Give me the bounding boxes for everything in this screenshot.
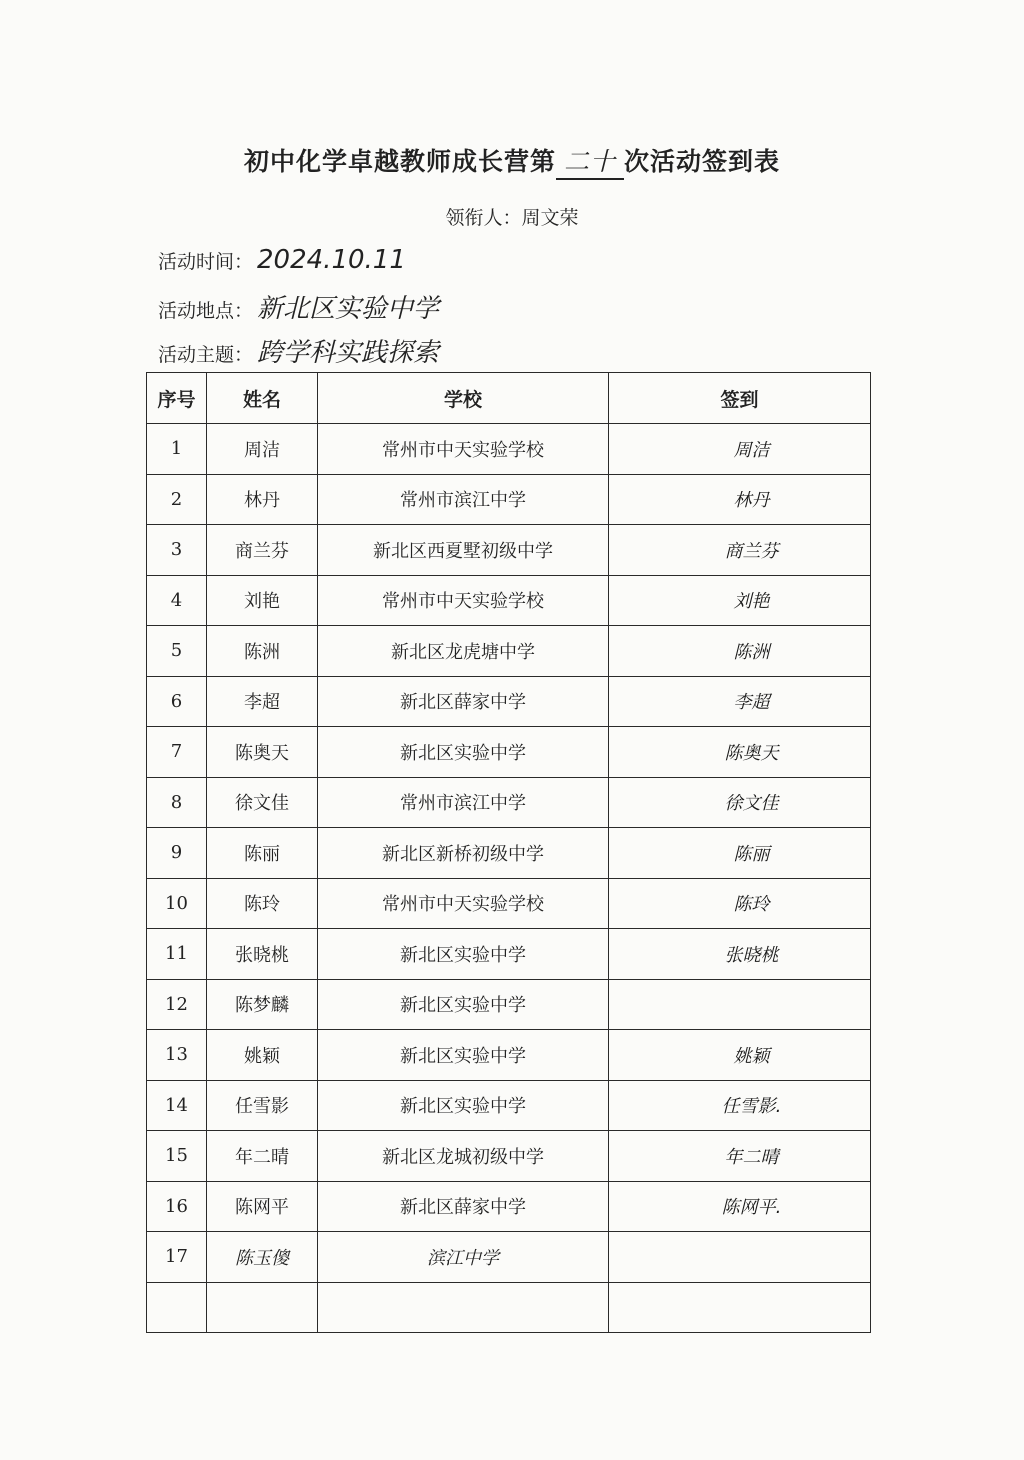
row-number: 8: [147, 777, 207, 828]
row-name: 陈洲: [207, 626, 318, 677]
place-value: 新北区实验中学: [257, 294, 440, 324]
row-number: 14: [147, 1080, 207, 1131]
row-signature: 刘艳: [609, 575, 871, 626]
header-no: 序号: [147, 373, 207, 424]
row-school: 常州市滨江中学: [318, 777, 609, 828]
row-number: [147, 1282, 207, 1333]
row-number: 12: [147, 979, 207, 1030]
row-number: 7: [147, 727, 207, 778]
header-sign: 签到: [609, 373, 871, 424]
row-name: 周洁: [207, 424, 318, 475]
activity-theme: [158, 332, 439, 369]
row-signature: 周洁: [609, 424, 871, 475]
title-suffix: 次活动签到表: [624, 147, 781, 176]
row-number: 3: [147, 525, 207, 576]
row-school: 新北区龙虎塘中学: [318, 626, 609, 677]
table-row: [147, 1030, 871, 1081]
row-school: 常州市中天实验学校: [318, 575, 609, 626]
row-name: 陈玲: [207, 878, 318, 929]
row-name: 陈网平: [207, 1181, 318, 1232]
row-school: 新北区实验中学: [318, 727, 609, 778]
table-row: [147, 1080, 871, 1131]
row-signature: 陈玲: [609, 878, 871, 929]
row-name: 陈奥天: [207, 727, 318, 778]
row-signature: [609, 1282, 871, 1333]
row-signature: 张晓桃: [609, 929, 871, 980]
row-signature: 陈丽: [609, 828, 871, 879]
activity-time: [158, 245, 406, 275]
row-number: 1: [147, 424, 207, 475]
row-name: 商兰芬: [207, 525, 318, 576]
row-signature: 李超: [609, 676, 871, 727]
table-row: [147, 777, 871, 828]
row-signature: 姚颖: [609, 1030, 871, 1081]
row-school: 新北区新桥初级中学: [318, 828, 609, 879]
row-name: 陈玉傻: [207, 1232, 318, 1283]
title-handwritten-number: 二十: [556, 142, 624, 180]
table-body: [147, 424, 871, 1333]
row-name: 徐文佳: [207, 777, 318, 828]
row-name: 任雪影: [207, 1080, 318, 1131]
row-name: 年二晴: [207, 1131, 318, 1182]
table-row: [147, 1181, 871, 1232]
row-number: 11: [147, 929, 207, 980]
row-number: 9: [147, 828, 207, 879]
row-school: 滨江中学: [318, 1232, 609, 1283]
row-school: 新北区薛家中学: [318, 1181, 609, 1232]
row-signature: 陈网平.: [609, 1181, 871, 1232]
row-school: 新北区实验中学: [318, 1030, 609, 1081]
row-signature: 陈洲: [609, 626, 871, 677]
place-label: 活动地点：: [158, 300, 254, 322]
row-school: 常州市中天实验学校: [318, 878, 609, 929]
theme-label: 活动主题：: [158, 344, 254, 366]
table-row: [147, 575, 871, 626]
row-name: [207, 1282, 318, 1333]
table-row: [147, 1282, 871, 1333]
row-name: 张晓桃: [207, 929, 318, 980]
row-number: 5: [147, 626, 207, 677]
time-label: 活动时间：: [158, 251, 254, 273]
table-row: [147, 676, 871, 727]
table-row: [147, 626, 871, 677]
row-number: 4: [147, 575, 207, 626]
table-row: [147, 979, 871, 1030]
table-row: [147, 424, 871, 475]
row-signature: 陈奥天: [609, 727, 871, 778]
row-school: 新北区龙城初级中学: [318, 1131, 609, 1182]
table-row: [147, 474, 871, 525]
leader-line: 领衔人：周文荣: [445, 207, 579, 229]
row-number: 16: [147, 1181, 207, 1232]
row-signature: 任雪影.: [609, 1080, 871, 1131]
row-school: 新北区西夏墅初级中学: [318, 525, 609, 576]
table-row: [147, 1131, 871, 1182]
row-school: 新北区实验中学: [318, 929, 609, 980]
row-name: 林丹: [207, 474, 318, 525]
table-header-row: [147, 373, 871, 424]
sheet-title: [0, 142, 1024, 180]
row-number: 6: [147, 676, 207, 727]
header-name: 姓名: [207, 373, 318, 424]
row-number: 15: [147, 1131, 207, 1182]
header-school: 学校: [318, 373, 609, 424]
table-row: [147, 828, 871, 879]
row-signature: 林丹: [609, 474, 871, 525]
theme-value: 跨学科实践探索: [257, 338, 440, 368]
row-school: 常州市滨江中学: [318, 474, 609, 525]
row-name: 姚颖: [207, 1030, 318, 1081]
row-signature: [609, 979, 871, 1030]
row-number: 13: [147, 1030, 207, 1081]
row-school: 常州市中天实验学校: [318, 424, 609, 475]
table-row: [147, 878, 871, 929]
row-name: 陈丽: [207, 828, 318, 879]
row-signature: 年二晴: [609, 1131, 871, 1182]
table-row: [147, 525, 871, 576]
table-row: [147, 929, 871, 980]
row-name: 陈梦麟: [207, 979, 318, 1030]
title-prefix: 初中化学卓越教师成长营第: [243, 147, 556, 176]
time-value: 2024.10.11: [257, 245, 406, 275]
row-school: 新北区实验中学: [318, 1080, 609, 1131]
row-name: 刘艳: [207, 575, 318, 626]
signin-table: [146, 372, 871, 1333]
row-signature: 商兰芬: [609, 525, 871, 576]
row-school: 新北区实验中学: [318, 979, 609, 1030]
row-school: 新北区薛家中学: [318, 676, 609, 727]
row-name: 李超: [207, 676, 318, 727]
activity-place: [158, 288, 439, 325]
row-number: 17: [147, 1232, 207, 1283]
table-row: [147, 1232, 871, 1283]
table-row: [147, 727, 871, 778]
row-number: 10: [147, 878, 207, 929]
row-number: 2: [147, 474, 207, 525]
row-signature: 徐文佳: [609, 777, 871, 828]
row-signature: [609, 1232, 871, 1283]
row-school: [318, 1282, 609, 1333]
